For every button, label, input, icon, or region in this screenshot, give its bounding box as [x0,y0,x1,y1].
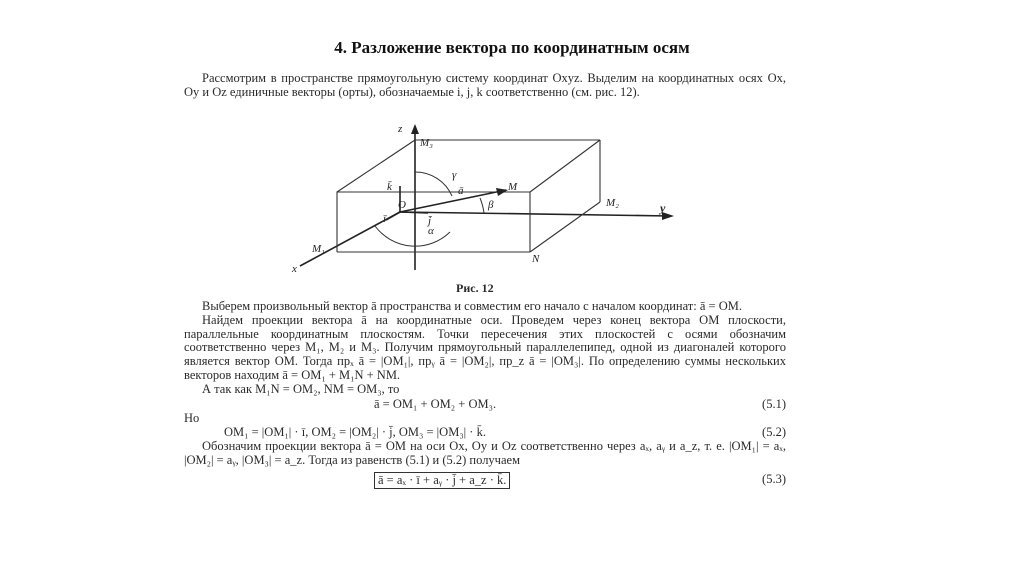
label-a: ā [458,185,464,197]
label-M1: M₁ [312,243,325,255]
box-edge [530,202,600,252]
label-i: ī [383,213,387,225]
equation-number: (5.1) [762,396,786,411]
label-gamma: γ [452,169,457,181]
equation-5-1 [184,397,786,412]
label-y: y [660,201,666,215]
figure-12 [280,120,700,280]
label-M2: M₂ [606,197,619,209]
label-beta: β [488,199,494,211]
angle-beta [480,198,484,213]
slide-title: 4. Разложение вектора по координатным осям [334,38,690,57]
label-N: N [532,253,540,265]
label-j: j̄ [428,215,432,227]
equation-number: (5.3) [762,471,786,486]
main-text [184,300,786,492]
box-edge [530,140,600,192]
figure-caption: Рис. 12 [456,281,494,295]
label-M: M [508,181,518,193]
angle-alpha [375,226,450,246]
unit-j [400,212,428,213]
paragraph: А так как M₁N = OM₂, NM = OM₃, то [202,381,400,396]
y-axis [400,212,670,216]
equation-expr: ā = aₓ · ī + aᵧ · j̄ + a_z · k̄. [374,472,510,489]
intro-paragraph: Рассмотрим в пространстве прямоугольную систему координат Oxyz. Выделим на координатных осях Ox, Oy и Oz единичные векторы (орты), обозначаемые i, j, k соответственно (см. рис. 12). [184,71,786,99]
label-x: x [292,263,297,275]
label-alpha: α [428,225,434,237]
label-z: z [398,123,403,135]
unit-i [386,212,400,220]
z-arrow [411,124,419,134]
equation-5-2 [184,425,786,440]
paragraph: Выберем произвольный вектор ā пространства и совместим его начало с началом координат: ā = OM. [202,299,742,313]
paragraph: Найдем проекции вектора ā на координатные оси. Проведем через конец вектора OM плоскости, параллельные координатным плоскостям. Точки пересечения этих плоскостей с осями обозначим соответственно через M₁, M₂ и M₃. Получим прямоугольный параллелепипед, одной из диагоналей которого является вектор OM. Тогда прₓ ā = |OM₁|, прᵧ ā = |OM₂|, пр_z ā = |OM₃|. По определению суммы нескольких векторов находим ā = OM₁ + M₁N + NM. [184,312,786,382]
equation-5-3 [184,472,786,492]
label-O: O [398,199,406,211]
equation-number: (5.2) [762,425,786,440]
equation-expr: OM₁ = |OM₁| · ī, OM₂ = |OM₂| · j̄, OM₃ = |OM₃| · k̄. [224,425,486,440]
box-edge [337,140,415,192]
label-M3: M₃ [420,137,433,149]
no-word: Но [184,410,200,425]
final-paragraph: Обозначим проекции вектора ā = OM на оси Ox, Oy и Oz соответственно через aₓ, aᵧ и a_z, т. е. |OM₁| = aₓ, |OM₂| = aᵧ, |OM₃| = a_z. Тогда из равенств (5.1) и (5.2) получаем [184,439,786,468]
equation-expr: ā = OM₁ + OM₂ + OM₃. [374,396,497,411]
label-k: k̄ [387,181,392,193]
